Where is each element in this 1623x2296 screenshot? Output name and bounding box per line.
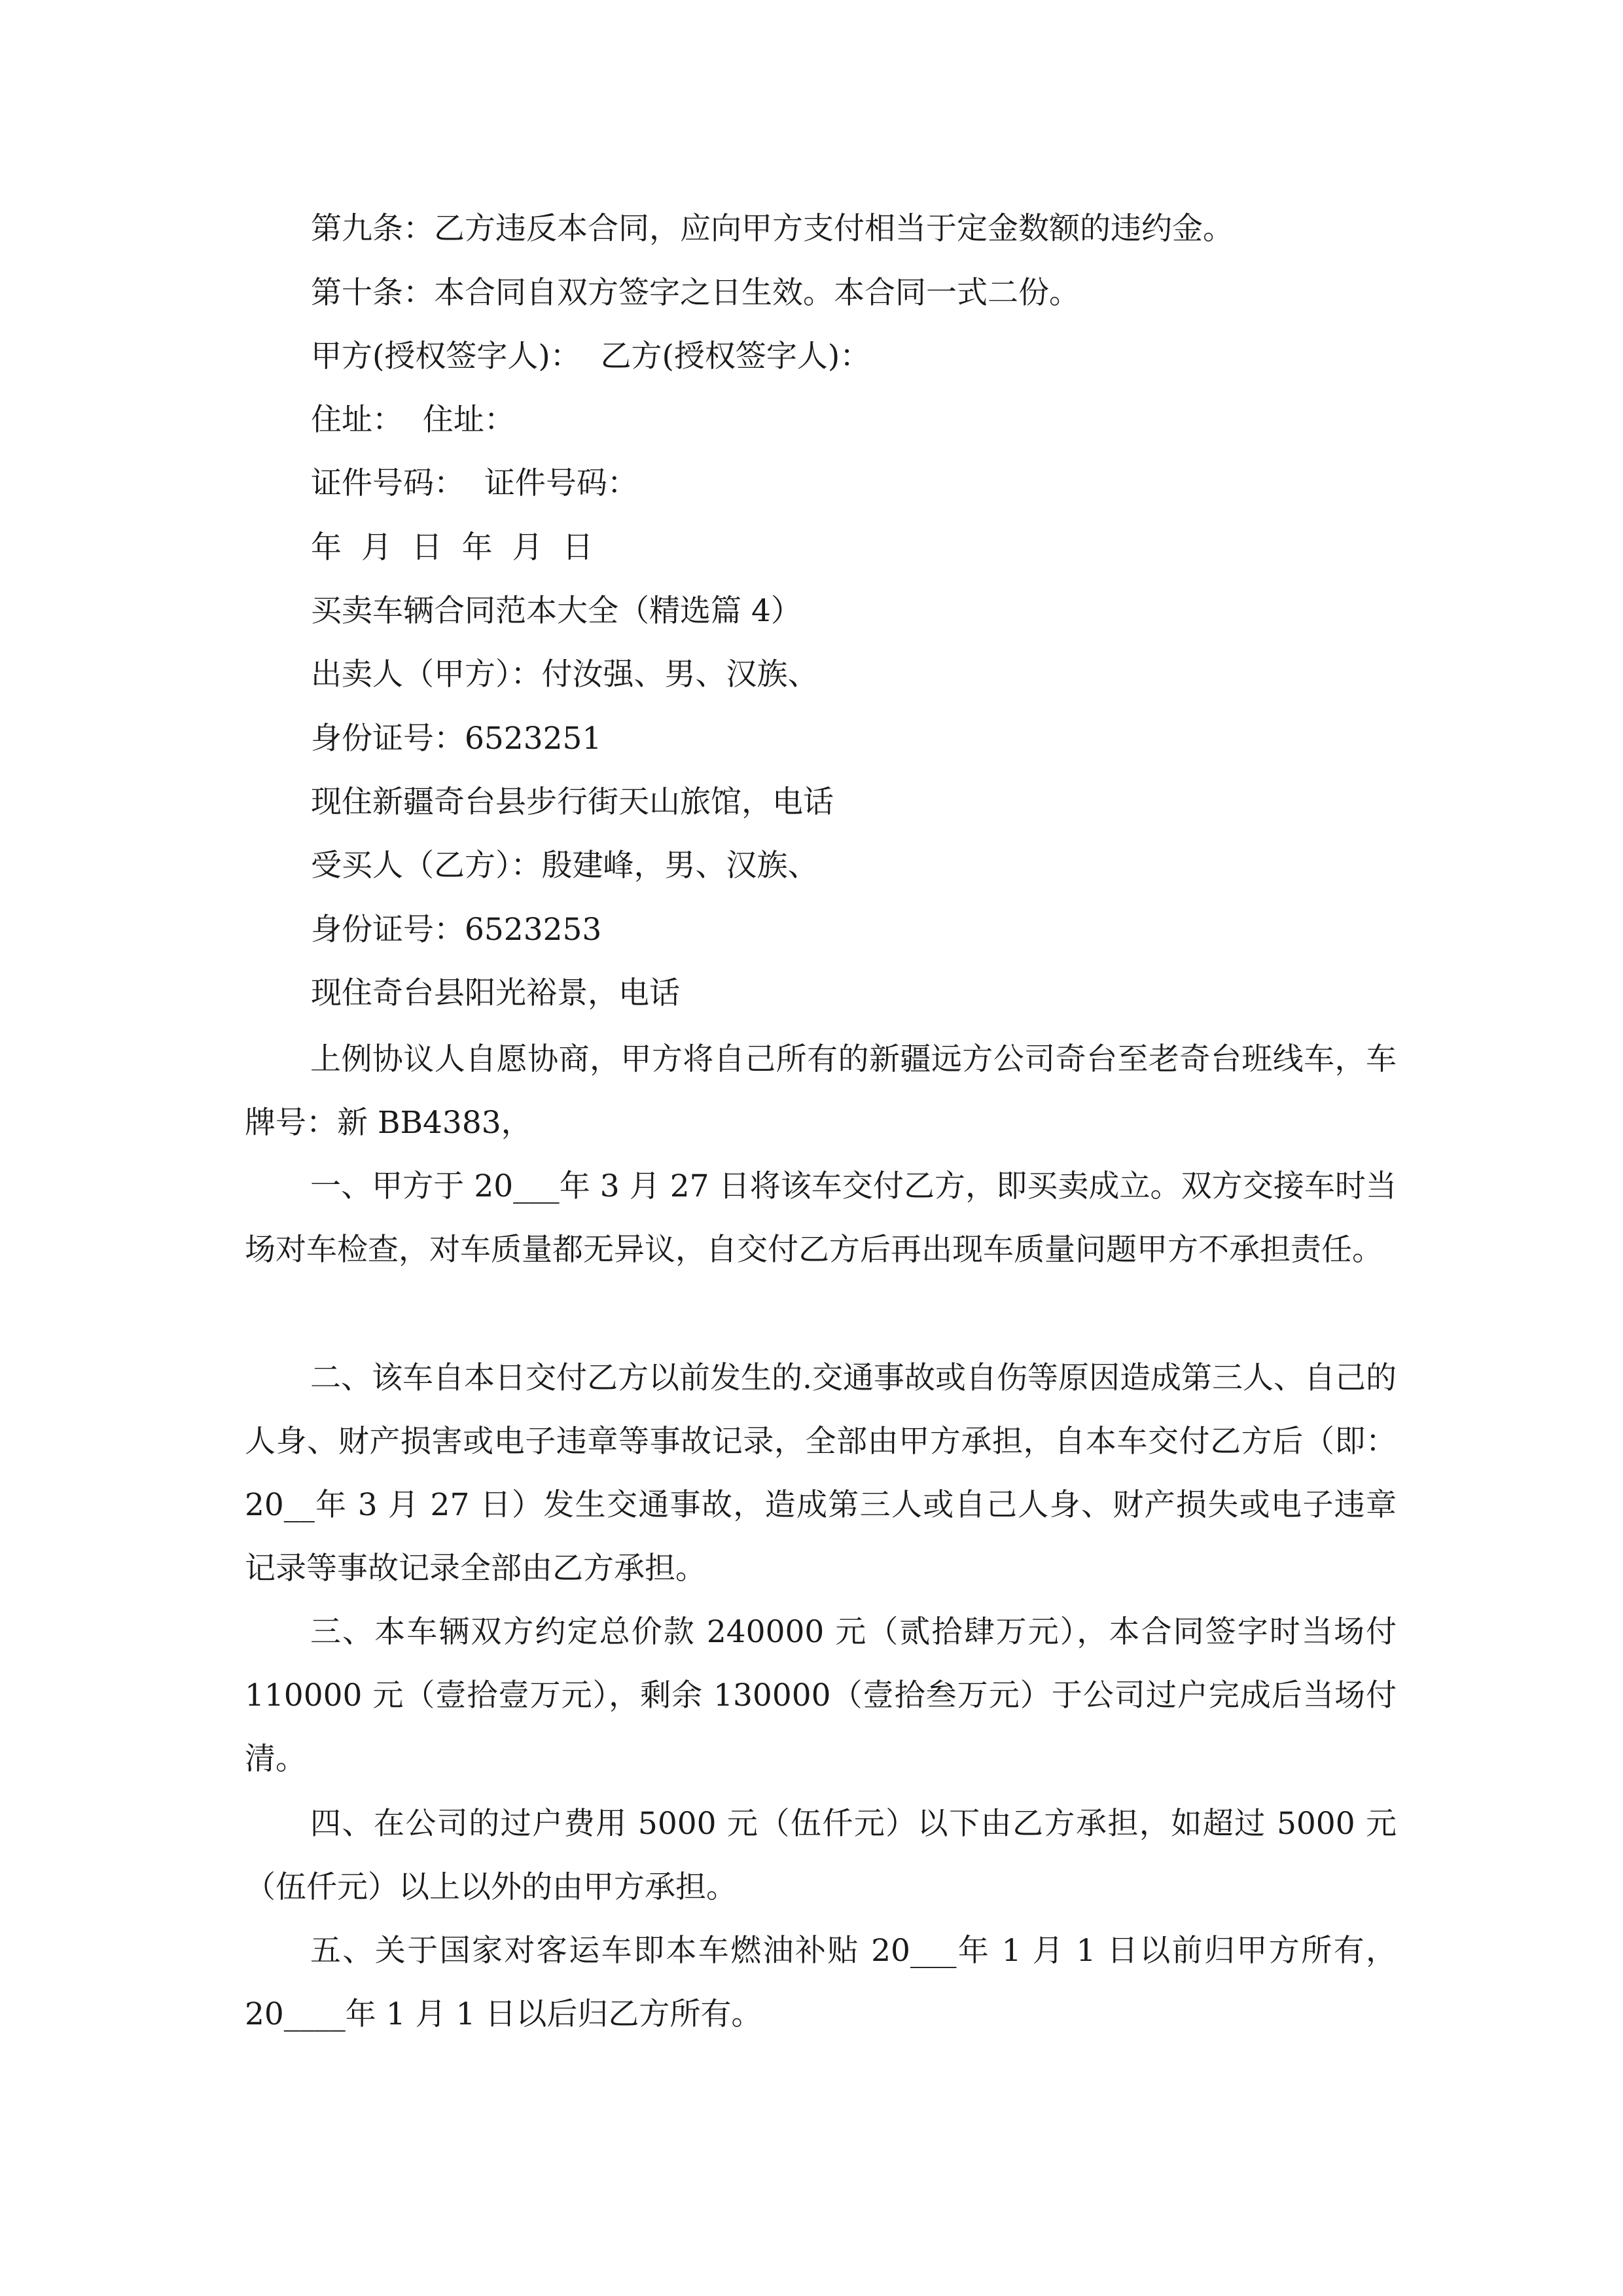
section-title: 买卖车辆合同范本大全（精选篇 4） <box>311 593 802 629</box>
seller-id-line: 身份证号：6523251 <box>311 721 602 757</box>
article-three: 三、本车辆双方约定总价款 240000 元（贰拾肆万元），本合同签字时当场付 110000 元（壹拾壹万元），剩余 130000（壹拾叁万元）于公司过户完成后当场付清。 <box>245 1614 1397 1777</box>
agreement-intro: 上例协议人自愿协商，甲方将自己所有的新疆远方公司奇台至老奇台班线车，车牌号：新 BB4383， <box>245 1041 1397 1141</box>
buyer-line: 受买人（乙方）：殷建峰，男、汉族、 <box>311 848 819 884</box>
article-five: 五、关于国家对客运车即本车燃油补贴 20___年 1 月 1 日以前归甲方所有，20____年 1 月 1 日以后归乙方所有。 <box>245 1933 1397 2032</box>
article-four: 四、在公司的过户费用 5000 元（伍仟元）以下由乙方承担，如超过 5000 元（伍仟元）以上以外的由甲方承担。 <box>245 1806 1397 1905</box>
clause-nine: 第九条：乙方违反本合同，应向甲方支付相当于定金数额的违约金。 <box>311 211 1234 247</box>
article-two: 二、该车自本日交付乙方以前发生的.交通事故或自伤等原因造成第三人、自己的人身、财产损害或电子违章等事故记录，全部由甲方承担，自本车交付乙方后（即：20__年 3 月 27 日）发生交通事故，造成第三人或自己人身、财产损失或电子违章记录等事故记录全部由乙方承担。 <box>245 1360 1397 1587</box>
clause-ten: 第十条：本合同自双方签字之日生效。本合同一式二份。 <box>311 275 1080 311</box>
buyer-id-line: 身份证号：6523253 <box>311 912 602 948</box>
signatories-line: 甲方(授权签字人)： 乙方(授权签字人)： <box>311 338 871 374</box>
seller-line: 出卖人（甲方）：付汝强、男、汉族、 <box>311 656 819 692</box>
article-one: 一、甲方于 20___年 3 月 27 日将该车交付乙方，即买卖成立。双方交接车时当场对车检查，对车质量都无异议，自交付乙方后再出现车质量问题甲方不承担责任。 <box>245 1168 1397 1268</box>
date-line: 年 月 日 年 月 日 <box>311 529 594 565</box>
id-number-line: 证件号码： 证件号码： <box>311 465 638 501</box>
seller-address-line: 现住新疆奇台县步行街天山旅馆，电话 <box>311 784 834 820</box>
buyer-address-line: 现住奇台县阳光裕景，电话 <box>311 975 680 1011</box>
address-line: 住址： 住址： <box>311 402 515 438</box>
